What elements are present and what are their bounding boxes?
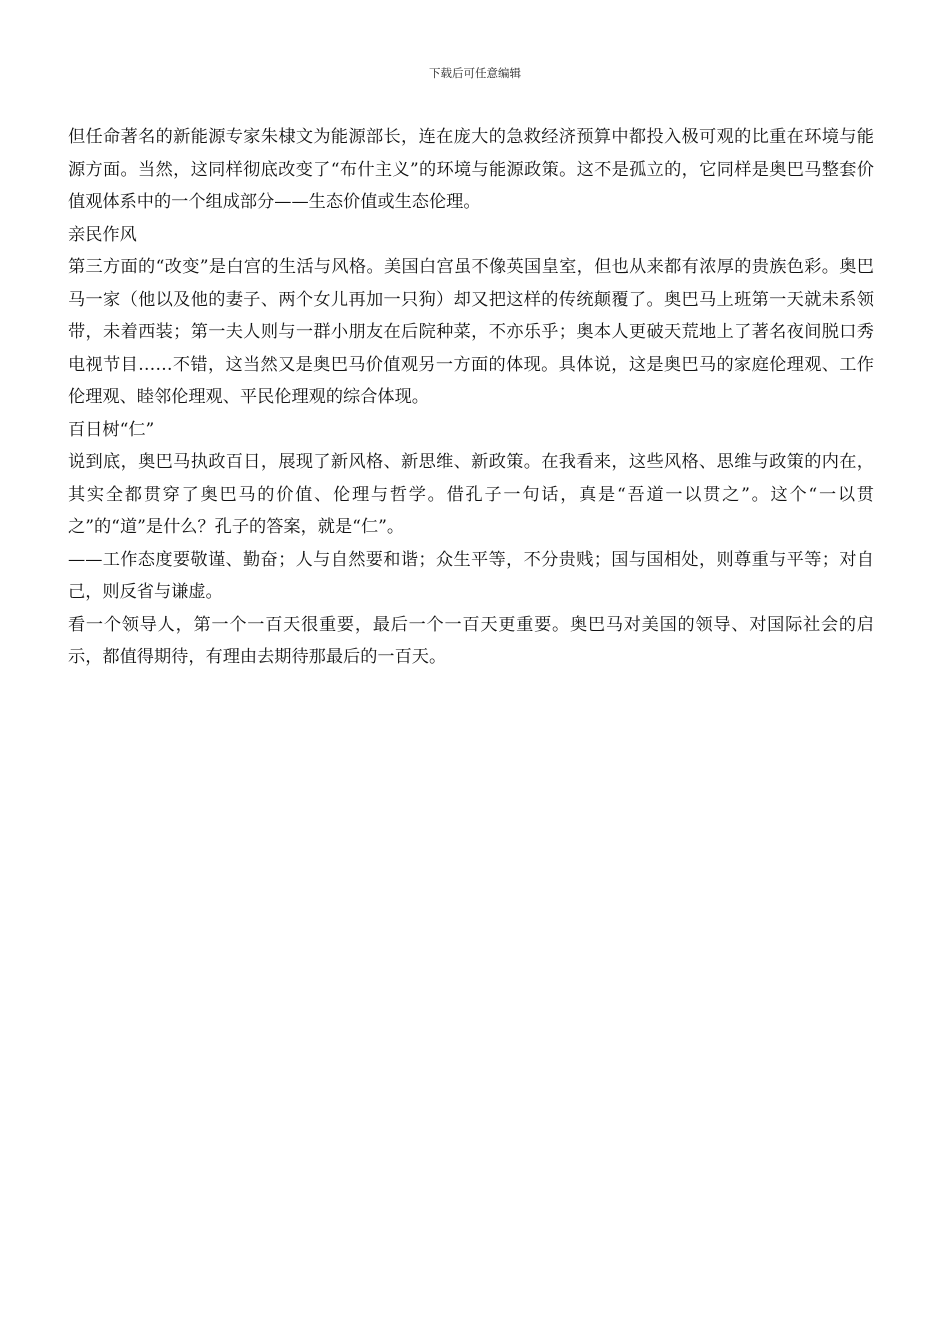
section-heading-benevolence: 百日树“仁” xyxy=(68,419,155,440)
paragraph-work-attitude: ——工作态度要敬谨、勤奋；人与自然要和谐；众生平等，不分贵贱；国与国相处，则尊重与平等；对自己，则反省与谦虚。 xyxy=(68,549,874,602)
paragraph-energy-policy: 但任命著名的新能源专家朱棣文为能源部长，连在庞大的急救经济预算中都投入极可观的比重在环境与能源方面。当然，这同样彻底改变了“布什主义”的环境与能源政策。这不是孤立的，它同样是奥巴马整套价值观体系中的一个组成部分——生态价值或生态伦理。 xyxy=(68,127,874,212)
page-header: 下载后可任意编辑 xyxy=(429,66,521,80)
section-heading-populist-style: 亲民作风 xyxy=(68,224,137,245)
paragraph-white-house-style: 第三方面的“改变”是白宫的生活与风格。美国白宫虽不像英国皇室，但也从来都有浓厚的贵族色彩。奥巴马一家（他以及他的妻子、两个女儿再加一只狗）却又把这样的传统颠覆了。奥巴马上班第一天就未系领带，未着西装；第一夫人则与一群小朋友在后院种菜，不亦乐乎；奥本人更破天荒地上了著名夜间脱口秀电视节目……不错，这当然又是奥巴马价值观另一方面的体现。具体说，这是奥巴马的家庭伦理观、工作伦理观、睦邻伦理观、平民伦理观的综合体现。 xyxy=(68,257,874,407)
paragraph-hundred-days: 说到底，奥巴马执政百日，展现了新风格、新思维、新政策。在我看来，这些风格、思维与政策的内在，其实全都贯穿了奥巴马的价值、伦理与哲学。借孔子一句话，真是“吾道一以贯之”。这个“一以贯之”的“道”是什么？孔子的答案，就是“仁”。 xyxy=(68,452,874,537)
paragraph-final-hundred-days: 看一个领导人，第一个一百天很重要，最后一个一百天更重要。奥巴马对美国的领导、对国际社会的启示，都值得期待，有理由去期待那最后的一百天。 xyxy=(68,614,874,667)
article-body xyxy=(68,121,874,674)
